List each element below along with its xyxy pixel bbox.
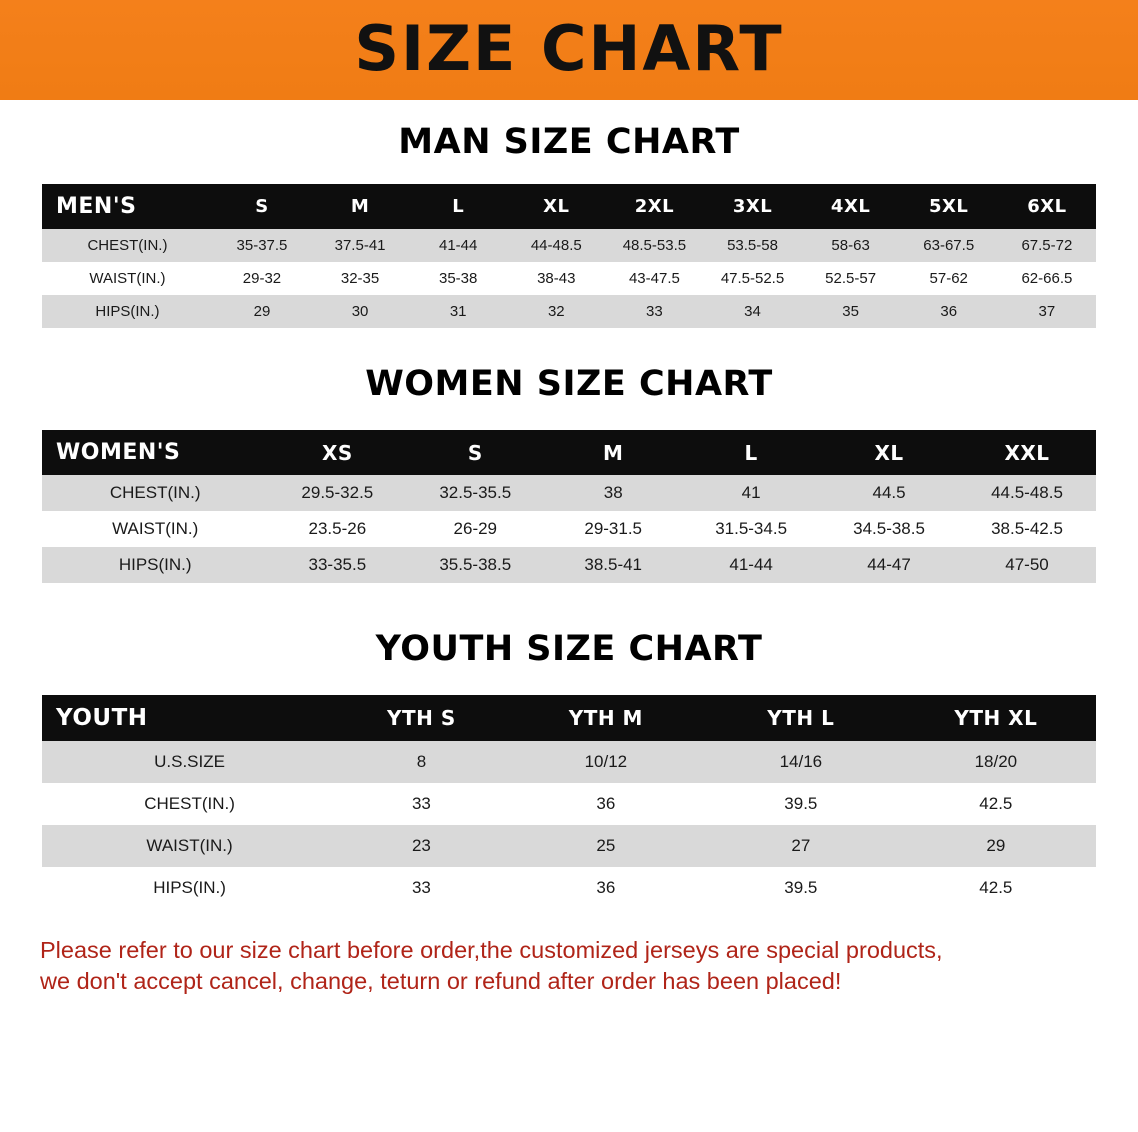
table-cell: 43-47.5 bbox=[605, 262, 703, 295]
table-row bbox=[42, 741, 1096, 783]
table-cell: 44-47 bbox=[820, 547, 958, 583]
youth-col-1: YTH S bbox=[337, 695, 506, 741]
table-cell: 30 bbox=[311, 295, 409, 328]
man-table-wrapper bbox=[42, 184, 1096, 328]
table-cell: 36 bbox=[900, 295, 998, 328]
youth-row-label-hips: HIPS(IN.) bbox=[42, 867, 337, 909]
table-cell: 38-43 bbox=[507, 262, 605, 295]
table-row bbox=[42, 825, 1096, 867]
table-cell: 23 bbox=[337, 825, 506, 867]
table-cell: 42.5 bbox=[896, 867, 1096, 909]
table-cell: 18/20 bbox=[896, 741, 1096, 783]
table-cell: 35.5-38.5 bbox=[406, 547, 544, 583]
table-cell: 32 bbox=[507, 295, 605, 328]
table-cell: 38 bbox=[544, 475, 682, 511]
table-cell: 44.5 bbox=[820, 475, 958, 511]
disclaimer-line-2: we don't accept cancel, change, teturn or refund after order has been placed! bbox=[40, 968, 842, 995]
page-title: SIZE CHART bbox=[354, 12, 784, 85]
table-cell: 33-35.5 bbox=[268, 547, 406, 583]
women-col-5: XL bbox=[820, 430, 958, 475]
youth-table-body bbox=[42, 741, 1096, 909]
table-cell: 47-50 bbox=[958, 547, 1096, 583]
table-cell: 37.5-41 bbox=[311, 229, 409, 262]
table-cell: 8 bbox=[337, 741, 506, 783]
women-size-table bbox=[42, 430, 1096, 583]
table-cell: 27 bbox=[706, 825, 896, 867]
women-row-label-waist: WAIST(IN.) bbox=[42, 511, 268, 547]
women-table-wrapper bbox=[42, 430, 1096, 583]
table-row bbox=[42, 262, 1096, 295]
table-cell: 26-29 bbox=[406, 511, 544, 547]
table-cell: 35-38 bbox=[409, 262, 507, 295]
table-header-row bbox=[42, 184, 1096, 229]
man-col-2: M bbox=[311, 184, 409, 229]
table-cell: 48.5-53.5 bbox=[605, 229, 703, 262]
women-table-head bbox=[42, 430, 1096, 475]
women-row-header: WOMEN'S bbox=[42, 430, 268, 475]
man-col-8: 5XL bbox=[900, 184, 998, 229]
table-cell: 42.5 bbox=[896, 783, 1096, 825]
table-header-row bbox=[42, 430, 1096, 475]
table-row bbox=[42, 475, 1096, 511]
table-cell: 29-32 bbox=[213, 262, 311, 295]
table-cell: 36 bbox=[506, 783, 706, 825]
disclaimer-note bbox=[40, 935, 1098, 998]
man-col-1: S bbox=[213, 184, 311, 229]
table-row bbox=[42, 511, 1096, 547]
man-size-table bbox=[42, 184, 1096, 328]
man-col-9: 6XL bbox=[998, 184, 1096, 229]
table-cell: 34.5-38.5 bbox=[820, 511, 958, 547]
table-cell: 32.5-35.5 bbox=[406, 475, 544, 511]
man-col-7: 4XL bbox=[802, 184, 900, 229]
table-cell: 10/12 bbox=[506, 741, 706, 783]
youth-row-header: YOUTH bbox=[42, 695, 337, 741]
man-col-4: XL bbox=[507, 184, 605, 229]
table-cell: 62-66.5 bbox=[998, 262, 1096, 295]
table-cell: 52.5-57 bbox=[802, 262, 900, 295]
youth-row-label-chest: CHEST(IN.) bbox=[42, 783, 337, 825]
table-cell: 35-37.5 bbox=[213, 229, 311, 262]
youth-row-label-waist: WAIST(IN.) bbox=[42, 825, 337, 867]
table-cell: 41-44 bbox=[682, 547, 820, 583]
man-col-6: 3XL bbox=[703, 184, 801, 229]
table-cell: 67.5-72 bbox=[998, 229, 1096, 262]
table-cell: 35 bbox=[802, 295, 900, 328]
table-cell: 38.5-41 bbox=[544, 547, 682, 583]
women-col-6: XXL bbox=[958, 430, 1096, 475]
table-cell: 33 bbox=[337, 783, 506, 825]
table-cell: 58-63 bbox=[802, 229, 900, 262]
table-cell: 34 bbox=[703, 295, 801, 328]
youth-table-head bbox=[42, 695, 1096, 741]
table-cell: 41 bbox=[682, 475, 820, 511]
women-section-title: WOMEN SIZE CHART bbox=[365, 364, 773, 404]
youth-col-3: YTH L bbox=[706, 695, 896, 741]
table-cell: 63-67.5 bbox=[900, 229, 998, 262]
table-cell: 23.5-26 bbox=[268, 511, 406, 547]
table-cell: 14/16 bbox=[706, 741, 896, 783]
man-col-5: 2XL bbox=[605, 184, 703, 229]
man-row-header: MEN'S bbox=[42, 184, 213, 229]
youth-section-title: YOUTH SIZE CHART bbox=[375, 629, 763, 669]
man-row-label-chest: CHEST(IN.) bbox=[42, 229, 213, 262]
disclaimer-line-1: Please refer to our size chart before order,the customized jerseys are special products, bbox=[40, 937, 943, 963]
man-section-title: MAN SIZE CHART bbox=[398, 122, 740, 162]
page-banner bbox=[0, 0, 1138, 100]
women-row-label-hips: HIPS(IN.) bbox=[42, 547, 268, 583]
man-row-label-hips: HIPS(IN.) bbox=[42, 295, 213, 328]
table-row bbox=[42, 547, 1096, 583]
youth-col-4: YTH XL bbox=[896, 695, 1096, 741]
youth-row-label-ussize: U.S.SIZE bbox=[42, 741, 337, 783]
table-cell: 29 bbox=[213, 295, 311, 328]
man-table-body bbox=[42, 229, 1096, 328]
table-cell: 29 bbox=[896, 825, 1096, 867]
table-row bbox=[42, 867, 1096, 909]
women-col-1: XS bbox=[268, 430, 406, 475]
women-col-3: M bbox=[544, 430, 682, 475]
table-cell: 47.5-52.5 bbox=[703, 262, 801, 295]
table-row bbox=[42, 783, 1096, 825]
table-cell: 39.5 bbox=[706, 783, 896, 825]
table-cell: 31 bbox=[409, 295, 507, 328]
women-col-2: S bbox=[406, 430, 544, 475]
table-cell: 44.5-48.5 bbox=[958, 475, 1096, 511]
table-cell: 25 bbox=[506, 825, 706, 867]
table-cell: 32-35 bbox=[311, 262, 409, 295]
women-col-4: L bbox=[682, 430, 820, 475]
table-cell: 29-31.5 bbox=[544, 511, 682, 547]
table-cell: 36 bbox=[506, 867, 706, 909]
table-header-row bbox=[42, 695, 1096, 741]
table-cell: 44-48.5 bbox=[507, 229, 605, 262]
table-cell: 39.5 bbox=[706, 867, 896, 909]
table-cell: 38.5-42.5 bbox=[958, 511, 1096, 547]
table-cell: 29.5-32.5 bbox=[268, 475, 406, 511]
youth-col-2: YTH M bbox=[506, 695, 706, 741]
youth-table-wrapper bbox=[42, 695, 1096, 909]
table-row bbox=[42, 295, 1096, 328]
table-cell: 37 bbox=[998, 295, 1096, 328]
women-row-label-chest: CHEST(IN.) bbox=[42, 475, 268, 511]
table-cell: 31.5-34.5 bbox=[682, 511, 820, 547]
table-cell: 57-62 bbox=[900, 262, 998, 295]
man-col-3: L bbox=[409, 184, 507, 229]
youth-size-table bbox=[42, 695, 1096, 909]
table-cell: 33 bbox=[605, 295, 703, 328]
table-cell: 53.5-58 bbox=[703, 229, 801, 262]
table-row bbox=[42, 229, 1096, 262]
women-table-body bbox=[42, 475, 1096, 583]
table-cell: 41-44 bbox=[409, 229, 507, 262]
man-row-label-waist: WAIST(IN.) bbox=[42, 262, 213, 295]
table-cell: 33 bbox=[337, 867, 506, 909]
man-table-head bbox=[42, 184, 1096, 229]
